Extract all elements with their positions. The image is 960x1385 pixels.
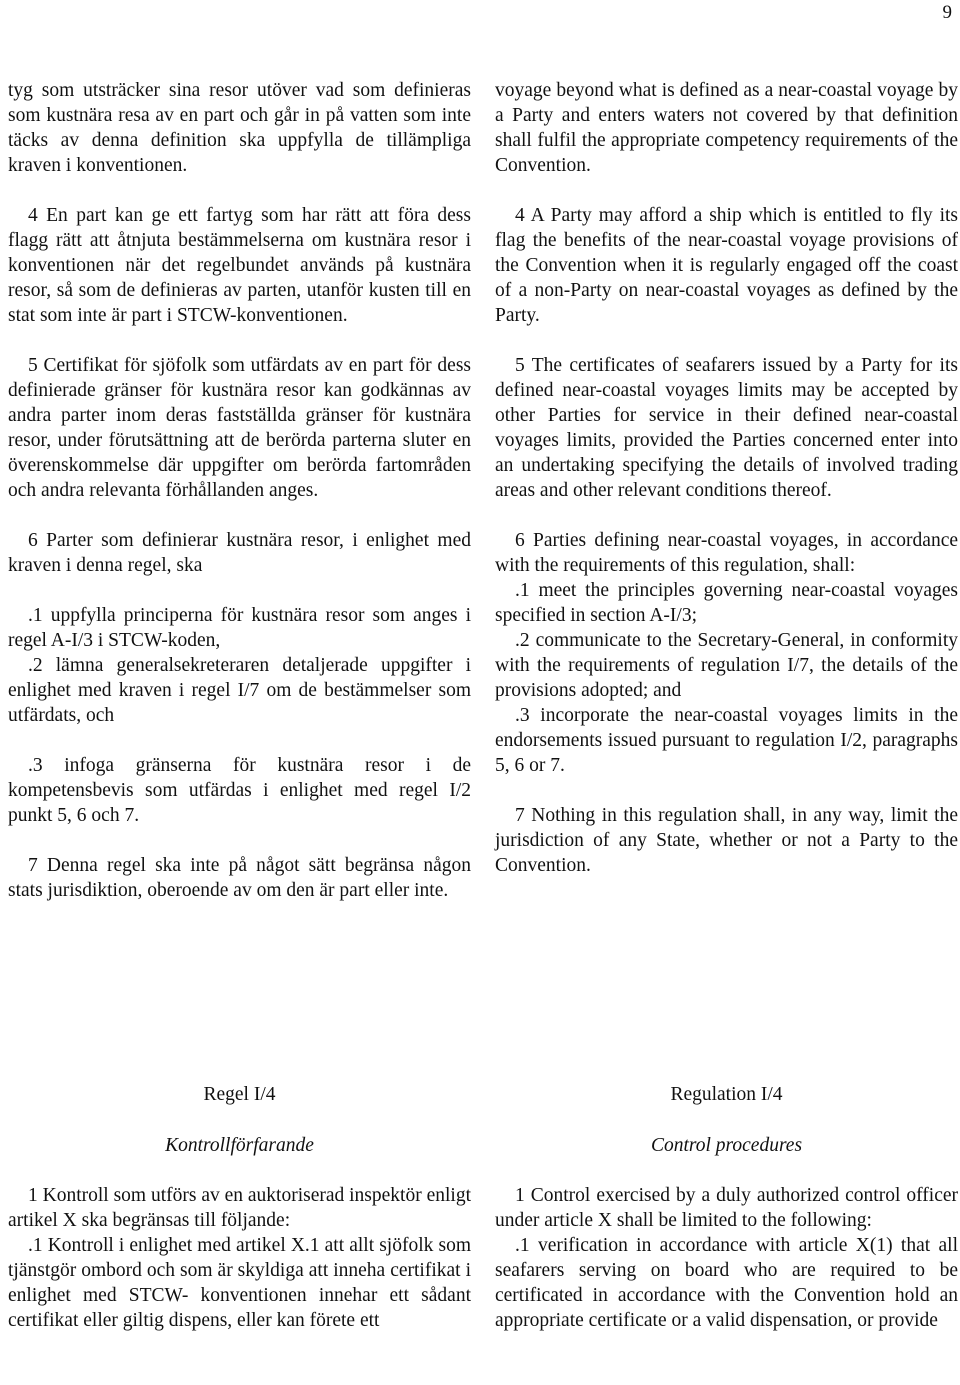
swedish-column-top — [8, 78, 471, 928]
en-paragraph-6: 6 Parties defining near-coastal voyages, in accordance with the requirements of this regulation, shall: — [495, 530, 958, 576]
english-column-top — [495, 78, 958, 903]
en-item-6-1: .1 meet the principles governing near-coastal voyages specified in section A-I/3; — [495, 580, 958, 626]
en-item-6-2: .2 communicate to the Secretary-General, in conformity with the requirements of regulation I/7, the details of the provisions adopted; and — [495, 630, 958, 701]
swedish-column-bottom — [8, 1183, 471, 1333]
sv-paragraph-5: 5 Certifikat för sjöfolk som utfärdats av en part för dess definierade gränser för kustnära resor kan godkännas av andra parter inom deras fastställda gränser för kustnära resor, under förutsättning att de berörda parterna sluter en överenskommelse där uppgifter om berörda fartområden och andra relevanta förhållanden anges. — [8, 355, 471, 501]
sv-item-6-3: .3 infoga gränserna för kustnära resor i de kompetensbevis som utfärdas i enlighet med regel I/2 punkt 5, 6 och 7. — [8, 755, 471, 826]
sv-paragraph-7: 7 Denna regel ska inte på något sätt begränsa någon stats jurisdiktion, oberoende av om den är part eller inte. — [8, 855, 471, 901]
en-control-item-1-1: .1 verification in accordance with article X(1) that all seafarers serving on board who are required to be certificated in accordance with the Convention hold an appropriate certificate or a valid dispensation, or provide — [495, 1235, 958, 1331]
en-regulation-title: Regulation I/4 — [670, 1084, 783, 1105]
en-paragraph-7: 7 Nothing in this regulation shall, in any way, limit the jurisdiction of any State, whether or not a Party to the Convention. — [495, 805, 958, 876]
sv-paragraph-4: 4 En part kan ge ett fartyg som har rätt att föra dess flagg rätt att åtnjuta bestämmelserna om kustnära resor i konventionen när det regelbundet används på kustnära resor, så som de definieras av parten, utanför kusten till en stat som inte är part i STCW-konventionen. — [8, 205, 471, 326]
sv-control-paragraph-1: 1 Kontroll som utförs av en auktoriserad inspektör enligt artikel X ska begränsas till följande: — [8, 1185, 471, 1231]
english-column-bottom — [495, 1183, 958, 1333]
sv-continued-paragraph: tyg som utsträcker sina resor utöver vad som definieras som kustnära resa av en part och går in på vatten som inte täcks av denna definition ska uppfylla de tillämpliga kraven i konventionen. — [8, 80, 471, 176]
en-control-paragraph-1: 1 Control exercised by a duly authorized control officer under article X shall be limited to the following: — [495, 1185, 958, 1231]
en-continued-paragraph: voyage beyond what is defined as a near-coastal voyage by a Party and enters waters not covered by that definition shall fulfil the appropriate competency requirements of the Convention. — [495, 80, 958, 176]
en-item-6-3: .3 incorporate the near-coastal voyages limits in the endorsements issued pursuant to regulation I/2, paragraphs 5, 6 or 7. — [495, 705, 958, 776]
sv-control-item-1-1: .1 Kontroll i enlighet med artikel X.1 att allt sjöfolk som tjänstgör ombord och som är skyldiga att inneha certifikat i enlighet med STCW- konventionen innehar ett sådant certifikat eller giltig dispens, eller kan förete ett — [8, 1235, 471, 1331]
page-number: 9 — [942, 2, 952, 23]
sv-item-6-1: .1 uppfylla principerna för kustnära resor som anges i regel A-I/3 i STCW-koden, — [8, 605, 471, 651]
sv-regulation-subtitle: Kontrollförfarande — [165, 1135, 314, 1156]
sv-item-6-2: .2 lämna generalsekreteraren detaljerade uppgifter i enlighet med kraven i regel I/7 om de bestämmelser som utfärdats, och — [8, 655, 471, 726]
sv-regulation-title: Regel I/4 — [203, 1084, 276, 1105]
en-regulation-subtitle: Control procedures — [650, 1135, 803, 1156]
en-paragraph-4: 4 A Party may afford a ship which is entitled to fly its flag the benefits of the near-coastal voyage provisions of the Convention when it is regularly engaged off the coast of a non-Party on near-coastal voyages as defined by the Party. — [495, 205, 958, 326]
sv-paragraph-6: 6 Parter som definierar kustnära resor, i enlighet med kraven i denna regel, ska — [8, 530, 471, 576]
en-paragraph-5: 5 The certificates of seafarers issued by a Party for its defined near-coastal voyages limits may be accepted by other Parties for service in their defined near-coastal voyages limits, provided the Parties concerned enter into an undertaking specifying the details of involved trading areas and other relevant conditions thereof. — [495, 355, 958, 501]
